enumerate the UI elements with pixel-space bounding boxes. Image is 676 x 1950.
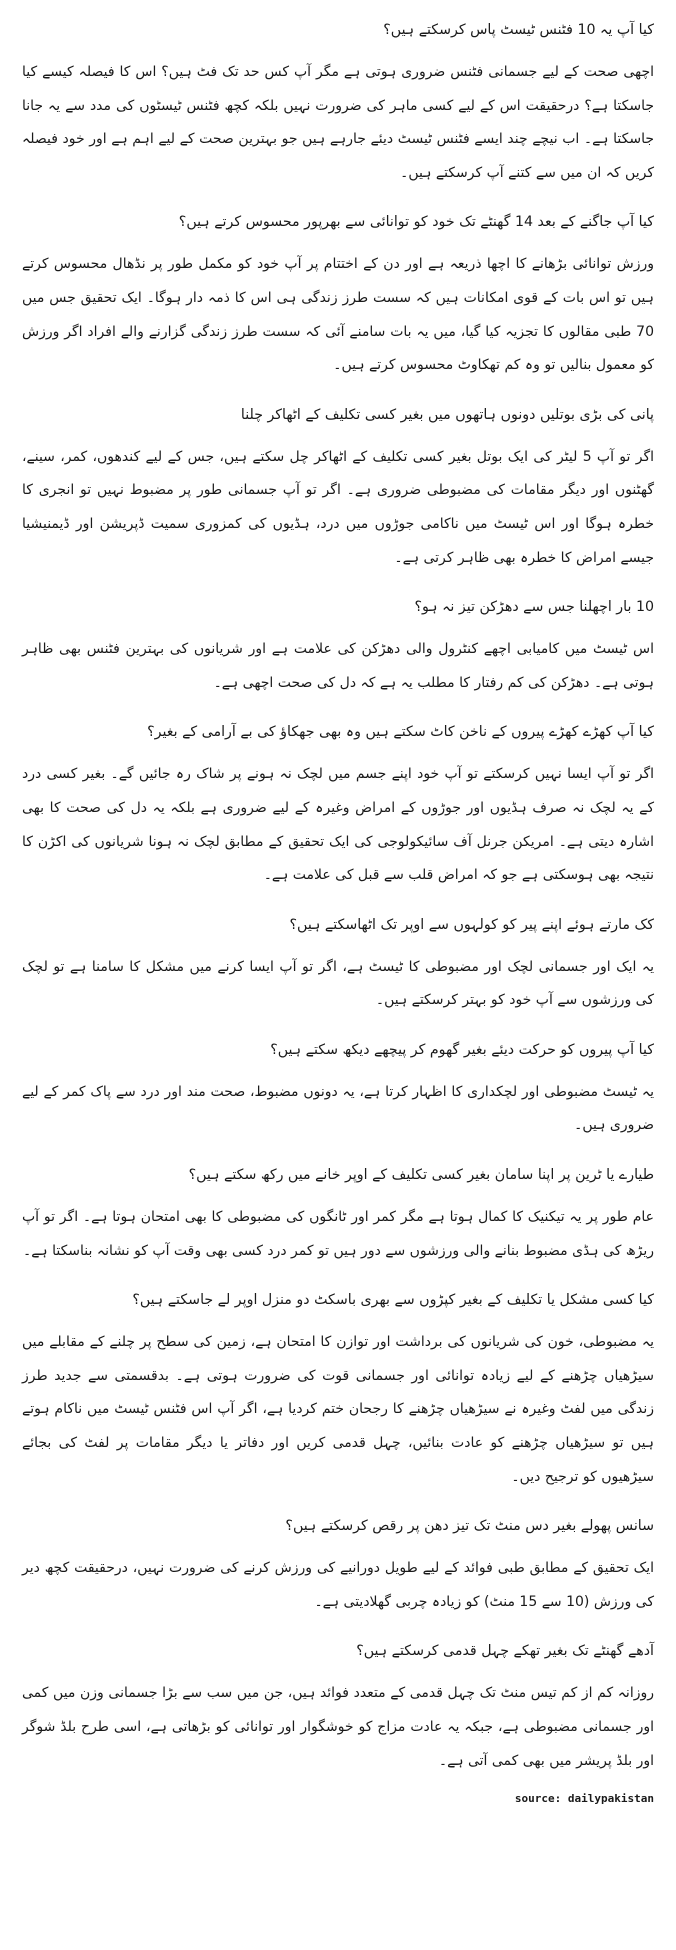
question-8: طیارے یا ٹرین پر اپنا سامان بغیر کسی تکلیف کے اوپر خانے میں رکھ سکتے ہیں؟: [188, 1167, 654, 1184]
question-6: کک مارتے ہوئے اپنے پیر کو کولہوں سے اوپر تک اٹھاسکتے ہیں؟: [289, 916, 654, 933]
answer-2: ورزش توانائی بڑھانے کا اچھا ذریعہ ہے اور دن کے اختتام پر آپ خود کو مکمل طور پر نڈھال محسوس کرتے ہیں تو اس بات کے قوی امکانات ہیں کہ سست طرز زندگی ہی اس کا ذمہ دار ہوگا۔ ایک تحقیق جس میں 70 طبی مقالوں کا تجزیہ کیا گیا، میں یہ بات سامنے آئی کہ سست طرز زندگی گزارنے والے افراد اگر ورزش کو معمول بنالیں تو وہ کم تھکاوٹ محسوس کرتے ہیں۔: [22, 256, 654, 374]
answer-1: اچھی صحت کے لیے جسمانی فٹنس ضروری ہوتی ہے مگر آپ کس حد تک فٹ ہیں؟ اس کا فیصلہ کیسے کیا جاسکتا ہے؟ درحقیقت اس کے لیے کسی ماہر کی ضرورت نہیں بلکہ کچھ فٹنس ٹیسٹوں کی مدد سے یہ جانا جاسکتا ہے۔ اب نیچے چند ایسے فٹنس ٹیسٹ دیئے جارہے ہیں جو بہترین صحت کے لیے اہم ہے اور خود فیصلہ کریں کہ ان میں سے کتنے آپ کرسکتے ہیں۔: [22, 64, 654, 181]
answer-3: اگر تو آپ 5 لیٹر کی ایک بوتل بغیر کسی تکلیف کے اٹھاکر چل سکتے ہیں، جس کے لیے کندھوں، کمر، سینے، گھٹنوں اور دیگر مقامات کی مضبوطی ضروری ہے۔ اگر تو آپ جسمانی طور پر مضبوط نہیں تو انجری کا خطرہ ہوگا اور اس ٹیسٹ میں ناکامی جوڑوں میں درد، ہڈیوں کی کمزوری سمیت ڈپریشن اور ڈیمنیشیا جیسے امراض کا خطرہ بھی ظاہر کرتی ہے۔: [22, 448, 655, 566]
answer-4: اس ٹیسٹ میں کامیابی اچھے کنٹرول والی دھڑکن کی علامت ہے اور شریانوں کی بہترین فٹنس بھی ظاہر ہوتی ہے۔ دھڑکن کی کم رفتار کا مطلب یہ ہے کہ دل کی صحت اچھی ہے۔: [22, 641, 654, 691]
question-4: 10 بار اچھلنا جس سے دھڑکن تیز نہ ہو؟: [414, 599, 654, 616]
answer-11: روزانہ کم از کم تیس منٹ تک چہل قدمی کے متعدد فوائد ہیں، جن میں سب سے بڑا جسمانی وزن میں کمی اور جسمانی مضبوطی ہے، جبکہ یہ عادت مزاج کو خوشگوار اور توانائی کو بڑھاتی ہے، اسی طرح بلڈ شوگر اور بلڈ پریشر میں بھی کمی آتی ہے۔: [22, 1685, 654, 1769]
question-2: کیا آپ جاگنے کے بعد 14 گھنٹے تک خود کو توانائی سے بھرپور محسوس کرتے ہیں؟: [178, 214, 654, 231]
question-1: کیا آپ یہ 10 فٹنس ٹیسٹ پاس کرسکتے ہیں؟: [383, 22, 654, 38]
question-9: کیا کسی مشکل یا تکلیف کے بغیر کپڑوں سے بھری باسکٹ دو منزل اوپر لے جاسکتے ہیں؟: [132, 1292, 654, 1309]
question-5: کیا آپ کھڑے کھڑے پیروں کے ناخن کاٹ سکتے ہیں وہ بھی جھکاؤ کی بے آرامی کے بغیر؟: [147, 724, 654, 741]
answer-10: ایک تحقیق کے مطابق طبی فوائد کے لیے طویل دورانیے کی ورزش کرنے کی ضرورت نہیں، درحقیقت کچھ دیر کی ورزش (10 سے 15 منٹ) کو زیادہ چربی گھلادیتی ہے۔: [22, 1560, 654, 1610]
answer-7: یہ ٹیسٹ مضبوطی اور لچکداری کا اظہار کرتا ہے، یہ دونوں مضبوط، صحت مند اور درد سے پاک کمر کے لیے ضروری ہیں۔: [22, 1083, 654, 1134]
question-11: آدھے گھنٹے تک بغیر تھکے چہل قدمی کرسکتے ہیں؟: [356, 1643, 654, 1660]
answer-9: یہ مضبوطی، خون کی شریانوں کی برداشت اور توازن کا امتحان ہے، زمین کی سطح پر چلنے کے مقابلے میں سیڑھیاں چڑھنے کے لیے زیادہ توانائی اور جسمانی قوت کی ضرورت ہوتی ہے۔ بدقسمتی سے جدید طرز زندگی میں لفٹ وغیرہ نے سیڑھیاں چڑھنے کا رجحان ختم کردیا ہے، اگر آپ اس فٹنس ٹیسٹ میں ناکام ہوتے ہیں تو سیڑھیاں چڑھنے کو عادت بنائیں، چہل قدمی کریں اور دفاتر یا دیگر مقامات پر لفٹ کی بجائے سیڑھیوں کو ترجیح دیں۔: [22, 1334, 654, 1485]
question-7: کیا آپ پیروں کو حرکت دیئے بغیر گھوم کر پیچھے دیکھ سکتے ہیں؟: [270, 1041, 654, 1058]
question-3: پانی کی بڑی بوتلیں دونوں ہاتھوں میں بغیر کسی تکلیف کے اٹھاکر چلنا: [240, 406, 654, 423]
answer-6: یہ ایک اور جسمانی لچک اور مضبوطی کا ٹیسٹ ہے، اگر تو آپ ایسا کرنے میں مشکل کا سامنا ہے تو لچک کی ورزشوں سے آپ خود کو بہتر کرسکتے ہیں۔: [22, 958, 654, 1009]
answer-8: عام طور پر یہ تیکنیک کا کمال ہوتا ہے مگر کمر اور ٹانگوں کی مضبوطی کا بھی امتحان ہوتا ہے۔ اگر تو آپ ریڑھ کی ہڈی مضبوط بنانے والی ورزشوں سے دور ہیں تو کمر درد کسی بھی وقت آپ کو نشانہ بناسکتا ہے۔: [22, 1209, 654, 1259]
answer-5: اگر تو آپ ایسا نہیں کرسکتے تو آپ خود اپنے جسم میں لچک نہ ہونے پر شاک رہ جائیں گے۔ بغیر کسی درد کے یہ لچک نہ صرف ہڈیوں اور جوڑوں کے امراض وغیرہ کے لیے ضروری ہے بلکہ یہ دل کی صحت کا بھی اشارہ دیتی ہے۔ امریکن جرنل آف سائیکولوجی کی ایک تحقیق کے مطابق لچک نہ ہونا شریانوں کی اکڑن کا نتیجہ بھی ہوسکتی ہے جو کہ امراض قلب سے قبل کی علامت ہے۔: [22, 766, 654, 884]
question-10: سانس پھولے بغیر دس منٹ تک تیز دھن پر رقص کرسکتے ہیں؟: [285, 1518, 654, 1535]
source-credit: source: dailypakistan: [514, 1792, 654, 1806]
